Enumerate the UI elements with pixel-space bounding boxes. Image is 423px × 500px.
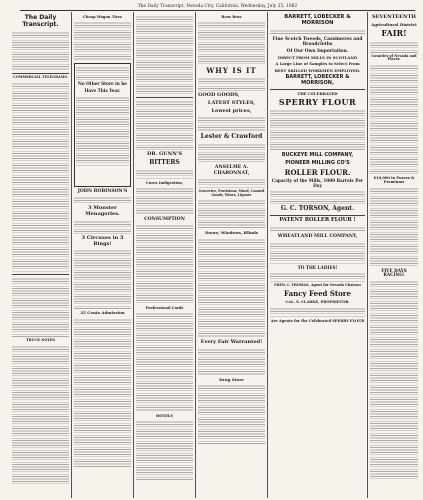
barrett-heading: BARRETT, LOBECKER & MORRISON [284,14,351,26]
menageries-heading: 3 Monster Menageries. [85,205,120,218]
five-days-heading: FIVE DAYS RACING! [381,267,407,278]
bitters-heading: BITTERS [149,158,180,166]
fancy-feed-heading: Fancy Feed Store [284,289,351,299]
admission-heading: 25 Cents Admission [80,310,125,316]
text-block [74,21,131,61]
text-block [12,345,69,485]
samples-line: A Large Line of Samples to Select From [275,61,360,67]
doors-heading: Doors, Windows, Blinds [204,230,259,236]
circuses-heading: 3 Circuses in 3 Rings! [81,234,124,247]
pioneer-heading: PIONEER MILLING CO'S [285,160,350,166]
tweeds-heading: Fine Scotch Tweeds, Cassimeres and Broadcloths [272,36,363,47]
importation-line: Of Our Own Importation. [286,49,349,55]
ladies-heading: TO THE LADIES! [297,264,338,270]
column-1 [10,12,72,498]
column-2 [72,12,134,498]
agricultural-heading: Agricultural District [371,21,417,27]
consumption-heading: CONSUMPTION [144,216,185,222]
workmen-line: BEST SKILLED WORKMEN EMPLOYED. [274,67,361,73]
celebrated-line: THE CELEBRATED [297,90,338,96]
text-block [12,277,69,337]
groceries-line: Groceries, Provisions, Wood, Canned Goods, Wines, Liquors [198,188,265,197]
professional-cards-heading: Professional Cards [145,305,184,310]
seventeenth-heading: SEVENTEENTH [371,14,417,20]
hotels-heading: HOTELS [155,414,174,419]
charonnat-heading: ANSELME A. CHARONNAT, [213,165,250,176]
latest-styles-heading: LATEST STYLES, [207,99,256,106]
agents-line: Are Agents for the Celebrated SPERRY FLOUR [270,318,365,323]
sperry-flour-heading: SPERRY FLOUR [278,97,357,108]
thomas-line: FRED. I. THOMAS, Agent for Nevada Chateau [274,283,361,288]
barrett-heading-2: BARRETT, LOBECKER & MORRISON, [285,74,350,86]
buckeye-heading: BUCKEYE MILL COMPANY, [281,152,354,159]
ad-line: Have This Year. [84,87,121,93]
roller-flour-heading: ROLLER FLOUR. [284,167,351,177]
ad-line: No Other Store in he [78,81,127,87]
capacity-line: Capacity of the Mills, 1000 Barrels Per Day [271,177,364,188]
text-block [12,82,69,272]
paper-title: The Daily Transcript. [22,14,59,28]
counties-line: Counties of Nevada and Placer. [371,53,417,62]
commercial-telegrams-heading: COMMERCIAL TELEGRAMS. [13,74,68,79]
every-fair-heading: Every Fair Warranted! [200,338,263,345]
lester-crawford-heading: Lester & Crawford [200,133,263,141]
clarke-line: CAL. S. CLARKE, PROPRIETOR. [285,300,350,305]
robinson-heading: JOHN ROBINSON'S [77,189,128,195]
lowest-prices-heading: Lowest prices, [211,107,252,114]
drug-store-heading: Drug Store [219,376,244,382]
ad-box [74,63,131,187]
column-6 [368,12,420,498]
text-block [12,31,69,71]
wagon-tires-heading: Cheap Wagon Tires [83,15,122,19]
column-5 [268,12,368,498]
cures-heading: Cures Indigestion, [145,180,184,185]
good-goods-heading: GOOD GOODS, [198,92,240,99]
column-4 [196,12,268,498]
torson-heading: G. C. TORSON, Agent. [280,205,355,213]
fair-heading: FAIR! [381,28,407,39]
masthead: The Daily Transcript, Nevada City, California, Wednesday, July 25, 1882 [20,1,415,11]
why-is-it-banner: WHY IS IT [206,66,257,76]
direct-line: DIRECT FROM MILLS IN SCOTLAND [277,55,358,61]
truck-notes-heading: TRUCK NOTES [26,337,55,342]
bear-bros-heading: Bear Bros [221,15,242,19]
wheatland-heading: WHEATLAND MILL COMPANY, [277,234,358,240]
column-3 [134,12,196,498]
patent-roller-heading: PATENT ROLLER FLOUR ! [279,217,356,224]
purses-heading: $10,000 in Purses & Premiums [373,176,415,185]
dr-gunn-heading: DR. GUNN'S [147,151,182,157]
